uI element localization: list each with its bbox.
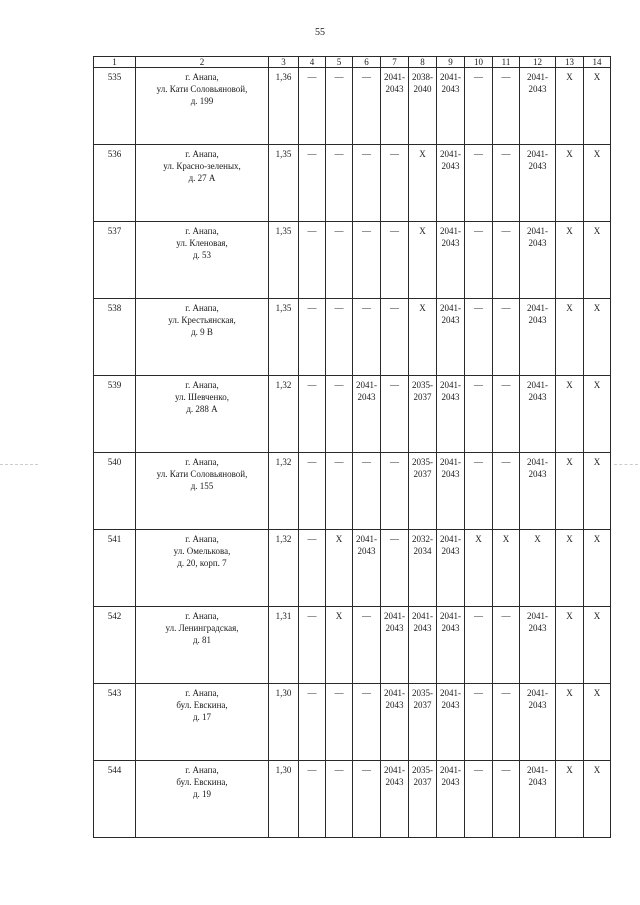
cell-c10: — (465, 299, 493, 376)
cell-c3: 1,30 (269, 684, 299, 761)
cell-c5: — (326, 68, 353, 145)
cell-c7: — (381, 299, 409, 376)
cell-c14: X (584, 145, 611, 222)
period-line: 2041- (440, 380, 461, 390)
period-line: 2041- (527, 380, 548, 390)
address-cell (136, 222, 269, 299)
cell-c13: X (556, 684, 584, 761)
column-header: 4 (299, 57, 326, 68)
cell-c11: — (493, 68, 520, 145)
cell-c11: — (493, 222, 520, 299)
cell-c3: 1,31 (269, 607, 299, 684)
cell-c7 (381, 607, 409, 684)
column-header: 3 (269, 57, 299, 68)
table-row (94, 145, 611, 222)
cell-c8 (409, 761, 437, 838)
cell-c6: — (353, 453, 381, 530)
address-cell (136, 376, 269, 453)
cell-c13: X (556, 299, 584, 376)
cell-c13: X (556, 530, 584, 607)
cell-c9 (437, 376, 465, 453)
column-header: 9 (437, 57, 465, 68)
cell-c6: — (353, 299, 381, 376)
period-line: 2043 (441, 84, 460, 94)
cell-c13: X (556, 68, 584, 145)
period-line: 2041- (527, 765, 548, 775)
cell-c12: X (520, 530, 556, 607)
cell-c9 (437, 607, 465, 684)
cell-c14: X (584, 299, 611, 376)
column-header: 8 (409, 57, 437, 68)
address-cell (136, 607, 269, 684)
cell-c8: X (409, 222, 437, 299)
table-row (94, 530, 611, 607)
column-header: 5 (326, 57, 353, 68)
cell-c13: X (556, 607, 584, 684)
cell-c3: 1,36 (269, 68, 299, 145)
cell-c14: X (584, 761, 611, 838)
period-line: 2041- (440, 765, 461, 775)
cell-c6 (353, 530, 381, 607)
row-number: 537 (94, 222, 136, 299)
period-line: 2038- (412, 72, 433, 82)
period-line: 2041- (356, 380, 377, 390)
cell-c7: — (381, 376, 409, 453)
cell-c7: — (381, 222, 409, 299)
period-line: 2041- (440, 149, 461, 159)
period-line: 2043 (413, 623, 432, 633)
period-line: 2043 (357, 546, 376, 556)
cell-c9 (437, 761, 465, 838)
cell-c12 (520, 68, 556, 145)
address-line: ул. Ленинградская, (165, 623, 239, 633)
cell-c7 (381, 68, 409, 145)
address-line: д. 27 А (188, 173, 216, 183)
period-line: 2041- (440, 611, 461, 621)
cell-c9 (437, 453, 465, 530)
row-number: 540 (94, 453, 136, 530)
period-line: 2041- (356, 534, 377, 544)
period-line: 2035- (412, 765, 433, 775)
address-line: д. 155 (190, 481, 214, 491)
table-row (94, 299, 611, 376)
period-line: 2041- (384, 688, 405, 698)
address-line: д. 19 (192, 789, 212, 799)
address-cell (136, 68, 269, 145)
table-row (94, 684, 611, 761)
row-number: 535 (94, 68, 136, 145)
period-line: 2040 (413, 84, 432, 94)
cell-c9 (437, 222, 465, 299)
cell-c7: — (381, 145, 409, 222)
cell-c4: — (299, 68, 326, 145)
address-cell (136, 761, 269, 838)
cell-c9 (437, 530, 465, 607)
period-line: 2041- (440, 303, 461, 313)
period-line: 2032- (412, 534, 433, 544)
cell-c14: X (584, 376, 611, 453)
period-line: 2043 (441, 623, 460, 633)
address-line: г. Анапа, (185, 303, 219, 313)
address-line: г. Анапа, (185, 72, 219, 82)
cell-c14: X (584, 68, 611, 145)
period-line: 2041- (527, 226, 548, 236)
cell-c10: — (465, 607, 493, 684)
period-line: 2043 (441, 469, 460, 479)
period-line: 2041- (527, 72, 548, 82)
cell-c10: — (465, 68, 493, 145)
margin-mark-left (0, 464, 38, 465)
period-line: 2043 (441, 546, 460, 556)
cell-c3: 1,32 (269, 376, 299, 453)
cell-c12 (520, 453, 556, 530)
cell-c8 (409, 68, 437, 145)
period-line: 2041- (384, 72, 405, 82)
row-number: 542 (94, 607, 136, 684)
cell-c11: — (493, 145, 520, 222)
cell-c14: X (584, 530, 611, 607)
cell-c7 (381, 684, 409, 761)
cell-c5: — (326, 684, 353, 761)
cell-c12 (520, 607, 556, 684)
cell-c3: 1,32 (269, 530, 299, 607)
cell-c5: — (326, 453, 353, 530)
address-cell (136, 299, 269, 376)
cell-c6 (353, 376, 381, 453)
column-header: 10 (465, 57, 493, 68)
cell-c9 (437, 299, 465, 376)
address-line: бул. Евскина, (176, 700, 228, 710)
table-row (94, 607, 611, 684)
cell-c6: — (353, 68, 381, 145)
address-line: г. Анапа, (185, 226, 219, 236)
cell-c5: — (326, 376, 353, 453)
cell-c10: — (465, 222, 493, 299)
cell-c4: — (299, 376, 326, 453)
period-line: 2043 (441, 161, 460, 171)
cell-c5: X (326, 607, 353, 684)
period-line: 2043 (528, 315, 547, 325)
address-cell (136, 145, 269, 222)
period-line: 2041- (527, 611, 548, 621)
column-header: 11 (493, 57, 520, 68)
cell-c4: — (299, 761, 326, 838)
cell-c5: — (326, 145, 353, 222)
period-line: 2043 (528, 238, 547, 248)
column-header: 6 (353, 57, 381, 68)
cell-c12 (520, 222, 556, 299)
cell-c10: — (465, 761, 493, 838)
address-line: г. Анапа, (185, 457, 219, 467)
address-line: д. 20, корп. 7 (177, 558, 227, 568)
period-line: 2037 (413, 700, 432, 710)
period-line: 2041- (384, 611, 405, 621)
cell-c8 (409, 453, 437, 530)
address-line: г. Анапа, (185, 611, 219, 621)
table-row (94, 453, 611, 530)
address-line: г. Анапа, (185, 380, 219, 390)
cell-c14: X (584, 684, 611, 761)
cell-c5: — (326, 222, 353, 299)
address-cell (136, 684, 269, 761)
period-line: 2037 (413, 777, 432, 787)
cell-c4: — (299, 607, 326, 684)
cell-c6: — (353, 145, 381, 222)
column-header: 7 (381, 57, 409, 68)
row-number: 541 (94, 530, 136, 607)
column-number-row (94, 57, 611, 68)
cell-c3: 1,35 (269, 299, 299, 376)
cell-c8: X (409, 299, 437, 376)
cell-c13: X (556, 761, 584, 838)
cell-c10: — (465, 376, 493, 453)
address-line: ул. Кати Соловьяновой, (156, 84, 248, 94)
address-line: ул. Шевченко, (174, 392, 230, 402)
address-line: бул. Евскина, (176, 777, 228, 787)
cell-c3: 1,32 (269, 453, 299, 530)
period-line: 2041- (440, 534, 461, 544)
column-header: 1 (94, 57, 136, 68)
period-line: 2041- (440, 72, 461, 82)
period-line: 2043 (441, 777, 460, 787)
cell-c8: X (409, 145, 437, 222)
period-line: 2043 (528, 84, 547, 94)
cell-c6: — (353, 684, 381, 761)
address-line: ул. Красно-зеленых, (163, 161, 241, 171)
cell-c7: — (381, 530, 409, 607)
cell-c4: — (299, 145, 326, 222)
cell-c8 (409, 530, 437, 607)
cell-c11: X (493, 530, 520, 607)
period-line: 2043 (441, 238, 460, 248)
period-line: 2041- (384, 765, 405, 775)
period-line: 2041- (527, 457, 548, 467)
period-line: 2041- (527, 688, 548, 698)
cell-c6: — (353, 607, 381, 684)
cell-c11: — (493, 376, 520, 453)
period-line: 2043 (441, 392, 460, 402)
period-line: 2043 (385, 84, 404, 94)
cell-c11: — (493, 684, 520, 761)
address-line: г. Анапа, (185, 534, 219, 544)
period-line: 2035- (412, 457, 433, 467)
address-line: д. 81 (192, 635, 212, 645)
address-line: г. Анапа, (185, 765, 219, 775)
cell-c10: — (465, 145, 493, 222)
cell-c13: X (556, 376, 584, 453)
cell-c7: — (381, 453, 409, 530)
cell-c12 (520, 684, 556, 761)
period-line: 2034 (413, 546, 432, 556)
address-line: д. 9 В (191, 327, 213, 337)
cell-c11: — (493, 761, 520, 838)
address-cell (136, 453, 269, 530)
address-line: д. 53 (192, 250, 212, 260)
page-number: 55 (315, 27, 325, 38)
address-line: д. 17 (192, 712, 212, 722)
period-line: 2043 (385, 777, 404, 787)
cell-c12 (520, 299, 556, 376)
period-line: 2043 (385, 623, 404, 633)
table-row (94, 761, 611, 838)
cell-c14: X (584, 222, 611, 299)
address-line: ул. Кати Соловьяновой, (156, 469, 248, 479)
period-line: 2041- (440, 688, 461, 698)
column-header: 13 (556, 57, 584, 68)
cell-c12 (520, 761, 556, 838)
period-line: 2041- (440, 226, 461, 236)
cell-c6: — (353, 222, 381, 299)
period-line: 2043 (441, 700, 460, 710)
column-header: 2 (136, 57, 269, 68)
period-line: 2041- (527, 149, 548, 159)
address-line: г. Анапа, (185, 688, 219, 698)
cell-c3: 1,35 (269, 222, 299, 299)
cell-c4: — (299, 684, 326, 761)
row-number: 536 (94, 145, 136, 222)
cell-c11: — (493, 607, 520, 684)
cell-c12 (520, 376, 556, 453)
cell-c3: 1,30 (269, 761, 299, 838)
address-cell (136, 530, 269, 607)
margin-mark-right (614, 464, 638, 465)
period-line: 2043 (528, 161, 547, 171)
cell-c7 (381, 761, 409, 838)
cell-c4: — (299, 222, 326, 299)
period-line: 2043 (528, 777, 547, 787)
column-header: 12 (520, 57, 556, 68)
cell-c8 (409, 607, 437, 684)
period-line: 2043 (528, 700, 547, 710)
cell-c13: X (556, 145, 584, 222)
period-line: 2041- (412, 611, 433, 621)
period-line: 2043 (528, 392, 547, 402)
address-line: ул. Крестьянская, (168, 315, 236, 325)
cell-c4: — (299, 530, 326, 607)
period-line: 2043 (385, 700, 404, 710)
address-line: д. 288 А (186, 404, 218, 414)
table-row (94, 222, 611, 299)
cell-c9 (437, 684, 465, 761)
address-line: ул. Омелькова, (173, 546, 231, 556)
period-line: 2041- (440, 457, 461, 467)
table-row (94, 68, 611, 145)
cell-c11: — (493, 299, 520, 376)
registry-table (93, 56, 611, 838)
period-line: 2043 (441, 315, 460, 325)
cell-c14: X (584, 453, 611, 530)
period-line: 2041- (527, 303, 548, 313)
cell-c14: X (584, 607, 611, 684)
row-number: 544 (94, 761, 136, 838)
cell-c5: — (326, 299, 353, 376)
cell-c8 (409, 376, 437, 453)
address-line: г. Анапа, (185, 149, 219, 159)
table-row (94, 376, 611, 453)
cell-c8 (409, 684, 437, 761)
cell-c10: — (465, 684, 493, 761)
period-line: 2035- (412, 380, 433, 390)
address-line: д. 199 (190, 96, 214, 106)
row-number: 543 (94, 684, 136, 761)
cell-c3: 1,35 (269, 145, 299, 222)
period-line: 2037 (413, 469, 432, 479)
cell-c6: — (353, 761, 381, 838)
row-number: 538 (94, 299, 136, 376)
period-line: 2037 (413, 392, 432, 402)
cell-c9 (437, 145, 465, 222)
cell-c10: — (465, 453, 493, 530)
cell-c5: X (326, 530, 353, 607)
period-line: 2035- (412, 688, 433, 698)
row-number: 539 (94, 376, 136, 453)
cell-c10: X (465, 530, 493, 607)
cell-c4: — (299, 299, 326, 376)
cell-c12 (520, 145, 556, 222)
period-line: 2043 (357, 392, 376, 402)
period-line: 2043 (528, 623, 547, 633)
cell-c11: — (493, 453, 520, 530)
cell-c13: X (556, 222, 584, 299)
column-header: 14 (584, 57, 611, 68)
period-line: 2043 (528, 469, 547, 479)
cell-c4: — (299, 453, 326, 530)
cell-c5: — (326, 761, 353, 838)
cell-c9 (437, 68, 465, 145)
address-line: ул. Кленовая, (176, 238, 228, 248)
cell-c13: X (556, 453, 584, 530)
